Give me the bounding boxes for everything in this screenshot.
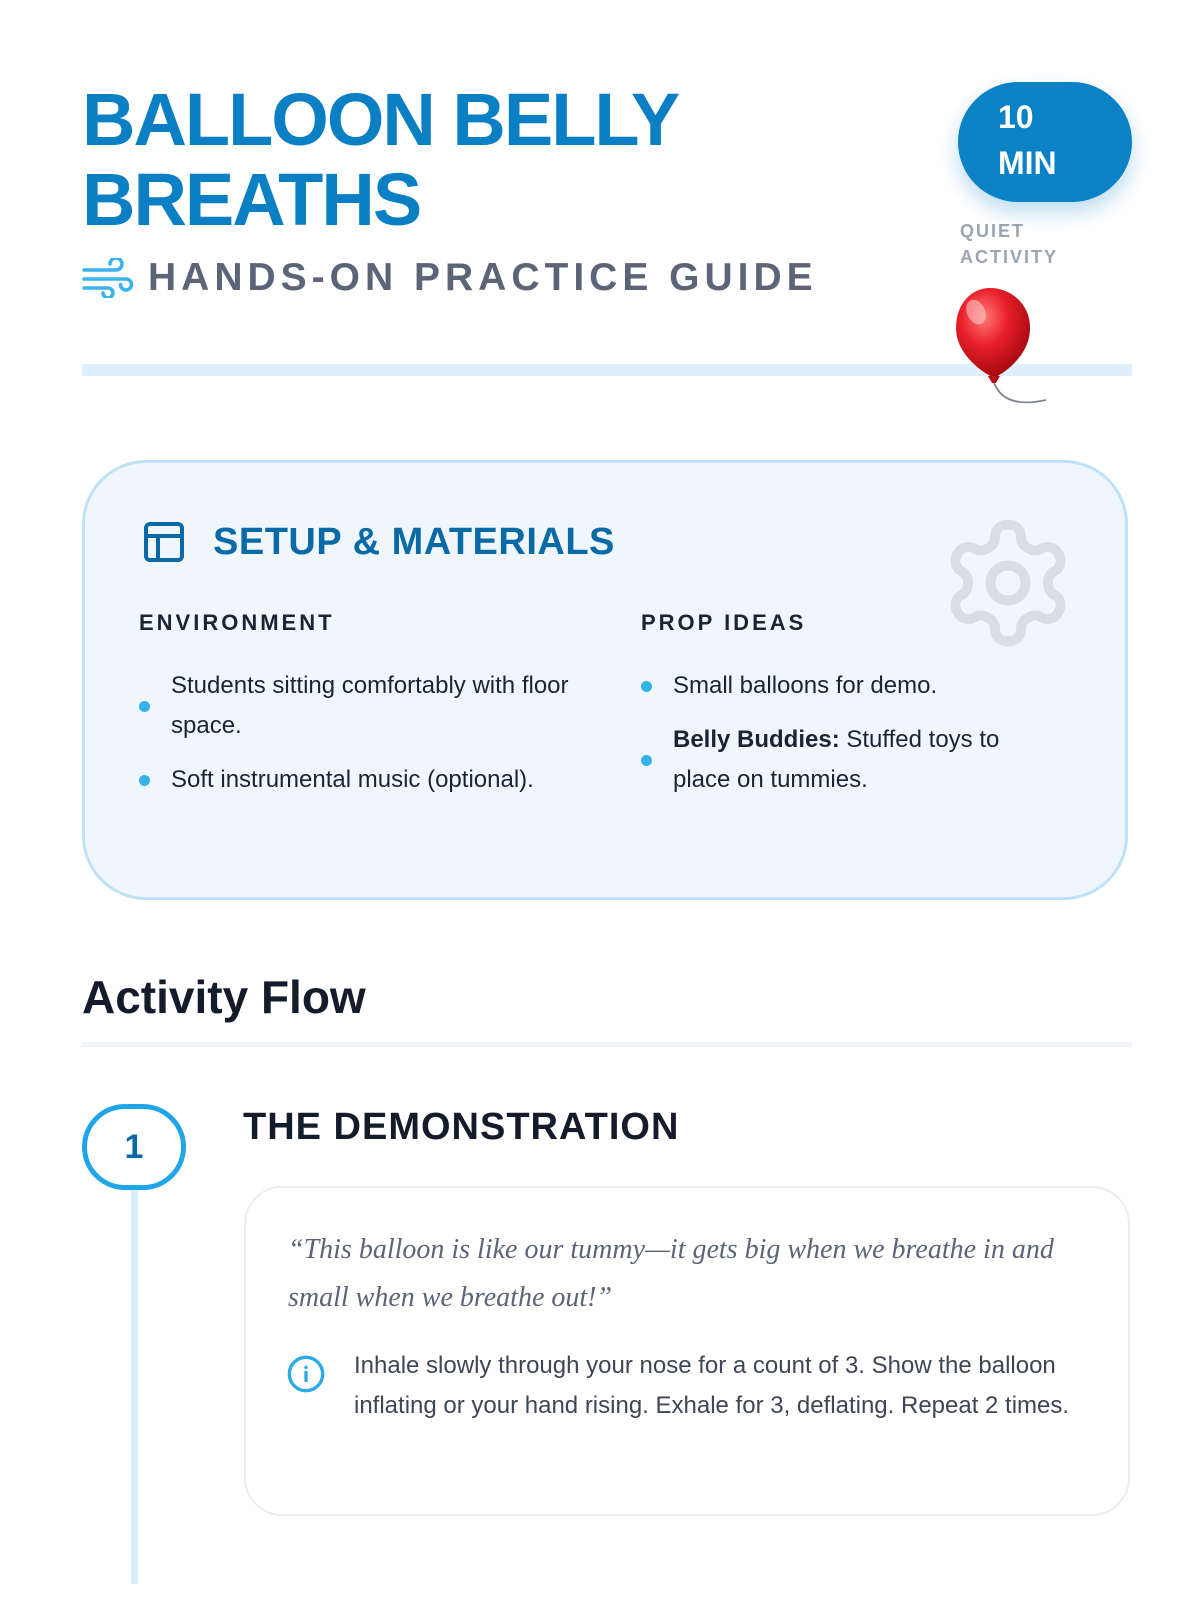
balloon-icon: [950, 284, 1050, 408]
info-icon: [286, 1354, 326, 1394]
page-title: BALLOON BELLY BREATHS: [82, 78, 677, 241]
duration-number: 10: [998, 99, 1034, 135]
duration-unit: MIN: [998, 145, 1057, 181]
subtitle-row: [82, 256, 818, 300]
list-item: [641, 666, 1061, 706]
environment-column: [139, 610, 599, 814]
prop-bold-label: Belly Buddies:: [673, 726, 840, 753]
layout-icon: [140, 518, 188, 566]
section-title: Activity Flow: [82, 971, 366, 1023]
duration-badge: [958, 82, 1132, 202]
list-item: Students sitting comfortably with floor space.: [139, 666, 599, 746]
section-divider: [82, 1042, 1132, 1047]
activity-type-label: QUIET ACTIVITY: [960, 221, 1059, 267]
page-subtitle: HANDS-ON PRACTICE GUIDE: [148, 256, 818, 299]
step-connector-line: [131, 1186, 138, 1584]
environment-list: [139, 666, 599, 800]
wind-icon: [82, 258, 134, 298]
environment-heading: ENVIRONMENT: [139, 610, 335, 635]
step-number-badge: 1: [82, 1104, 186, 1190]
prop-text: Stuffed toys to place on tummies.: [673, 726, 1000, 793]
list-item: Soft instrumental music (optional).: [139, 760, 599, 800]
props-heading: PROP IDEAS: [641, 610, 807, 635]
props-column: [641, 610, 1061, 814]
list-item: [641, 720, 1061, 800]
setup-title: SETUP & MATERIALS: [213, 521, 615, 563]
step-instruction: Inhale slowly through your nose for a count of 3. Show the balloon inflating or your hand rising. Exhale for 3, deflating. Repeat 2 times.: [354, 1352, 1070, 1419]
prop-text: Small balloons for demo.: [673, 672, 938, 699]
step-title: THE DEMONSTRATION: [243, 1106, 680, 1148]
step-quote: “This balloon is like our tummy—it gets big when we breathe in and small when we breathe out!”: [288, 1234, 1054, 1313]
props-list: [641, 666, 1061, 800]
